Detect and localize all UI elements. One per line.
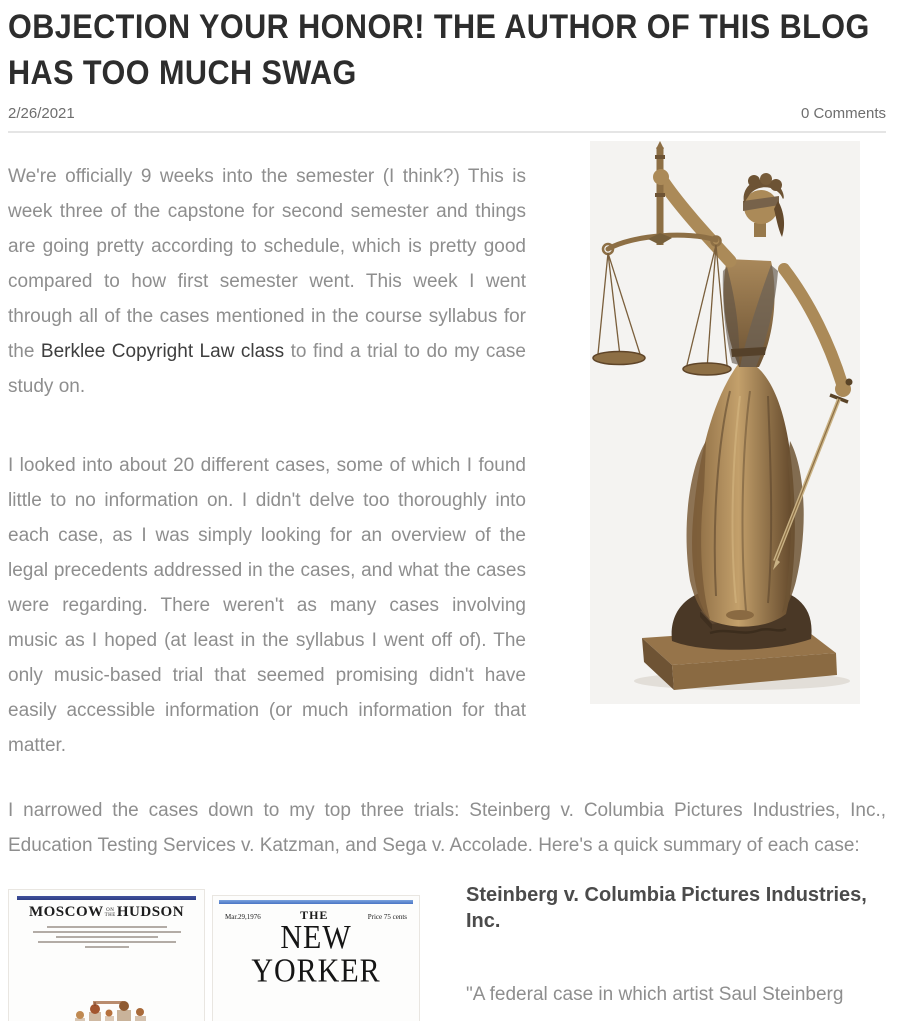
intro-text-column bbox=[8, 133, 526, 763]
cover-masthead: NEW YORKER bbox=[251, 918, 381, 990]
post-title-line2: HAS TOO MUCH SWAG bbox=[8, 54, 357, 92]
cover-the: THE bbox=[300, 908, 329, 922]
lady-justice-illustration bbox=[590, 141, 860, 704]
poster-title-on-the: ON THE bbox=[104, 907, 116, 918]
post-title-link[interactable] bbox=[8, 4, 870, 96]
cover-issue-date: Mar.29,1976 bbox=[225, 913, 261, 921]
new-yorker-cover bbox=[212, 895, 420, 1021]
paragraph-1-text-after: to find a trial to do my case study on. bbox=[8, 341, 526, 397]
lady-justice-statue-image bbox=[590, 141, 860, 704]
post-title-line1: OBJECTION YOUR HONOR! THE AUTHOR OF THIS BLOG bbox=[8, 8, 870, 46]
paragraph-1 bbox=[8, 159, 526, 404]
comments-link[interactable]: 0 Comments bbox=[800, 105, 886, 122]
poster-title-hudson: HUDSON bbox=[116, 904, 185, 920]
paragraph-1-text: We're officially 9 weeks into the semester (I think?) This is week three of the capstone for second semester and things are going pretty according to schedule, which is pretty good compared to how first semester went. This week I went through all of the cases mentioned in the course syllabus for the bbox=[8, 166, 526, 362]
moscow-skyline-art bbox=[9, 1000, 205, 1021]
poster-title bbox=[9, 904, 204, 921]
paragraph-3: I narrowed the cases down to my top three trials: Steinberg v. Columbia Pictures Industries, Inc., Education Testing Services v. Katzman, and Sega v. Accolade. Here's a quick summary of each case: bbox=[8, 800, 886, 856]
intro-image-column bbox=[526, 133, 886, 763]
case-section bbox=[8, 884, 886, 1021]
paragraph-2: I looked into about 20 different cases, some of which I found little to no information on. I didn't delve too thoroughly into each case, as I was simply looking for an overview of the legal precedents addressed in the cases, and what the cases were regarding. There weren't as many cases involving music as I hoped (at least in the syllabus I went off of). The only music-based trial that seemed promising didn't have easily accessible information (or much information for that matter. bbox=[8, 455, 526, 756]
intro-section bbox=[8, 133, 886, 763]
poster-title-moscow: MOSCOW bbox=[28, 904, 104, 920]
post-meta-row bbox=[8, 105, 886, 122]
case-text-column bbox=[466, 884, 886, 1021]
poster-tagline-lines bbox=[9, 926, 204, 948]
moscow-on-the-hudson-poster bbox=[8, 889, 205, 1021]
poster-blue-bar bbox=[17, 896, 196, 900]
cover-price: Price 75 cents bbox=[367, 913, 407, 921]
berklee-course-link[interactable]: Berklee Copyright Law class bbox=[40, 341, 285, 362]
case-covers-image bbox=[8, 889, 420, 1021]
case-quote: "A federal case in which artist Saul Steinberg bbox=[466, 984, 844, 1005]
case-heading: Steinberg v. Columbia Pictures Industries, Inc. bbox=[466, 884, 867, 932]
post-date: 2/26/2021 bbox=[8, 105, 75, 122]
